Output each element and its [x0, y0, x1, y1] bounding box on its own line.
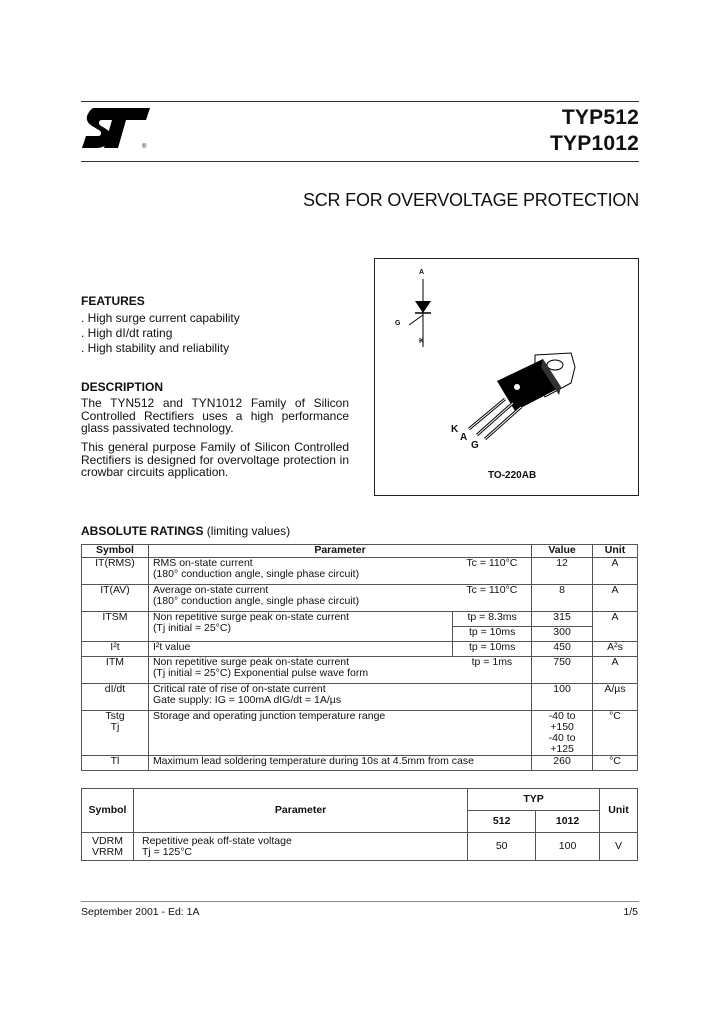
col-symbol: Symbol — [82, 545, 149, 558]
col-symbol: Symbol — [82, 789, 134, 833]
row-unit: °C — [593, 711, 638, 756]
pin-label-k: K — [451, 424, 459, 435]
col-512: 512 — [468, 811, 536, 833]
row-parameter: Average on-state current (180° conduction angle, single phase circuit) — [148, 585, 452, 612]
row-condition: tp = 10ms — [453, 642, 532, 657]
row-value: 315 — [532, 612, 593, 627]
row-symbol: ITM — [82, 657, 149, 684]
symbol-label-cathode: K — [419, 338, 425, 345]
table-header-row — [82, 545, 638, 558]
pin-label-a: A — [460, 432, 468, 443]
table-row — [82, 657, 638, 684]
table-row — [82, 711, 638, 756]
row-unit: A — [593, 612, 638, 642]
row-parameter: Non repetitive surge peak on-state current (Tj initial = 25°C) — [148, 612, 452, 642]
package-drawing — [375, 259, 640, 497]
feature-item: . High dI/dt rating — [81, 326, 173, 340]
feature-item: . High stability and reliability — [81, 341, 230, 355]
row-unit: A²s — [593, 642, 638, 657]
row-symbol: Tl — [82, 756, 149, 771]
row-unit: A — [593, 585, 638, 612]
to220-package-icon — [469, 353, 575, 439]
part-number-2: TYP1012 — [550, 132, 639, 155]
symbol-label-anode: A — [419, 269, 425, 276]
row-value: 260 — [532, 756, 593, 771]
row-symbol: Tstg Tj — [82, 711, 149, 756]
st-logo — [82, 104, 152, 154]
row-symbol: ITSM — [82, 612, 149, 642]
package-box — [374, 258, 639, 496]
col-value: Value — [532, 545, 593, 558]
page-number: 1/5 — [623, 906, 638, 918]
ratings-heading: ABSOLUTE RATINGS (limiting values) — [81, 524, 291, 538]
row-value: 300 — [532, 627, 593, 642]
row-parameter: Storage and operating junction temperature range — [148, 711, 531, 756]
row-condition: Tc = 110°C — [453, 558, 532, 585]
row-unit: A — [593, 657, 638, 684]
row-parameter: Maximum lead soldering temperature during 10s at 4.5mm from case — [148, 756, 531, 771]
table-row — [82, 585, 638, 612]
row-symbol: VDRM VRRM — [82, 833, 134, 861]
header-rule-bottom — [81, 161, 639, 162]
row-value: -40 to +150 -40 to +125 — [532, 711, 593, 756]
description-para-1: The TYN512 and TYN1012 Family of Silicon Controlled Rectifiers uses a high performance glass passivated technology. — [81, 396, 349, 435]
scr-symbol-icon — [409, 279, 431, 347]
row-value: 750 — [532, 657, 593, 684]
table-row — [82, 612, 638, 627]
row-condition: tp = 8.3ms — [453, 612, 532, 627]
ratings-table — [81, 544, 638, 771]
document-subtitle: SCR FOR OVERVOLTAGE PROTECTION — [302, 190, 639, 210]
row-value: 450 — [532, 642, 593, 657]
col-parameter: Parameter — [148, 545, 531, 558]
table-row — [82, 833, 638, 861]
row-parameter: Critical rate of rise of on-state current Gate supply: IG = 100mA dIG/dt = 1A/µs — [148, 684, 531, 711]
row-symbol: I²t — [82, 642, 149, 657]
row-condition: tp = 1ms — [453, 657, 532, 684]
row-value-512: 50 — [468, 833, 536, 861]
row-unit: V — [600, 833, 638, 861]
pin-label-g: G — [471, 440, 479, 451]
row-parameter: Repetitive peak off-state voltage Tj = 125°C — [133, 833, 467, 861]
table-header-row — [82, 789, 638, 811]
col-typ: TYP — [468, 789, 600, 811]
description-heading: DESCRIPTION — [81, 380, 164, 394]
typ-table — [81, 788, 638, 861]
description-para-2: This general purpose Family of Silicon Controlled Rectifiers is designed for overvoltage protection in crowbar circuits application. — [81, 440, 349, 479]
row-symbol: dI/dt — [82, 684, 149, 711]
row-parameter: Non repetitive surge peak on-state current (Tj initial = 25°C) Exponential pulse wave form — [148, 657, 452, 684]
feature-item: . High surge current capability — [81, 311, 240, 325]
table-row — [82, 558, 638, 585]
row-unit: A — [593, 558, 638, 585]
row-condition: tp = 10ms — [453, 627, 532, 642]
row-unit: A/µs — [593, 684, 638, 711]
package-name: TO-220AB — [488, 470, 537, 481]
col-parameter: Parameter — [133, 789, 467, 833]
header-rule — [81, 101, 639, 102]
table-row — [82, 756, 638, 771]
col-unit: Unit — [600, 789, 638, 833]
col-1012: 1012 — [536, 811, 600, 833]
footer-rule — [81, 901, 639, 902]
row-value: 12 — [532, 558, 593, 585]
col-unit: Unit — [593, 545, 638, 558]
part-number-1: TYP512 — [561, 106, 639, 129]
row-symbol: IT(AV) — [82, 585, 149, 612]
table-row — [82, 642, 638, 657]
row-condition: Tc = 110°C — [453, 585, 532, 612]
table-row — [82, 684, 638, 711]
row-parameter: RMS on-state current (180° conduction angle, single phase circuit) — [148, 558, 452, 585]
row-symbol: IT(RMS) — [82, 558, 149, 585]
symbol-label-gate: G — [395, 320, 401, 327]
registered-mark: ® — [142, 144, 147, 150]
row-value: 100 — [532, 684, 593, 711]
features-list — [81, 311, 351, 356]
row-value: 8 — [532, 585, 593, 612]
footer-date: September 2001 - Ed: 1A — [81, 906, 200, 918]
row-unit: °C — [593, 756, 638, 771]
row-parameter: I²t value — [148, 642, 452, 657]
features-heading: FEATURES — [81, 294, 145, 308]
row-value-1012: 100 — [536, 833, 600, 861]
